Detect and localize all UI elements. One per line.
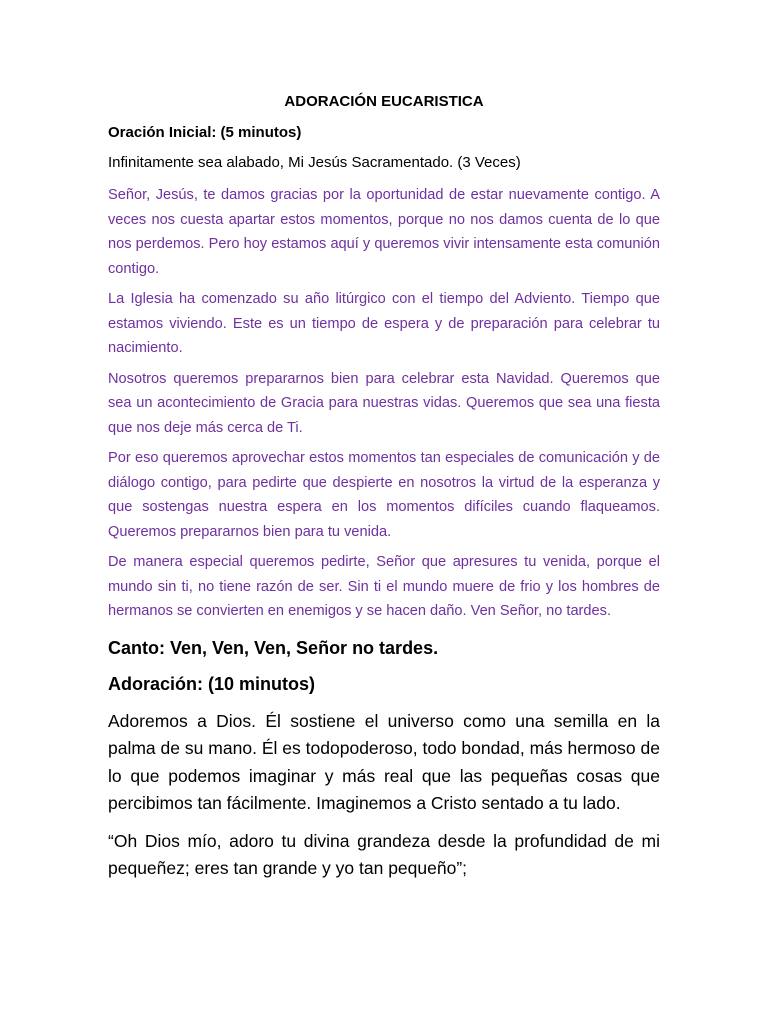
adoration-paragraph: Adoremos a Dios. Él sostiene el universo como una semilla en la palma de su mano. Él es todopoderoso, todo bondad, más hermoso de lo que podemos imaginar y más real que las pequeñas cosas que percibimos tan fácilmente. Imaginemos a Cristo sentado a tu lado.: [108, 710, 660, 813]
adoration-paragraph: “Oh Dios mío, adoro tu divina grandeza desde la profundidad de mi pequeñez; eres tan grande y yo tan pequeño”;: [108, 830, 660, 878]
invocation-line: Infinitamente sea alabado, Mi Jesús Sacramentado. (3 Veces): [108, 154, 521, 171]
prayer-paragraph: La Iglesia ha comenzado su año litúrgico con el tiempo del Adviento. Tiempo que estamos viviendo. Este es un tiempo de espera y de preparación para celebrar tu nacimiento.: [108, 291, 660, 356]
prayer-paragraph: De manera especial queremos pedirte, Señor que apresures tu venida, porque el mundo sin ti, no tiene razón de ser. Sin ti el mundo muere de frio y los hombres de hermanos se convierten en enemigos y se hacen daño. Ven Señor, no tardes.: [108, 554, 660, 619]
prayer-paragraph: Señor, Jesús, te damos gracias por la oportunidad de estar nuevamente contigo. A veces nos cuesta apartar estos momentos, porque no nos damos cuenta de lo que nos perdemos. Pero hoy estamos aquí y queremos vivir intensamente esta comunión contigo.: [108, 187, 660, 277]
canto-heading: Canto: Ven, Ven, Ven, Señor no tardes.: [108, 637, 439, 658]
section-heading-adoration: Adoración: (10 minutos): [108, 673, 316, 694]
document-page: [108, 88, 660, 893]
document-title: ADORACIÓN EUCARISTICA: [284, 93, 484, 110]
prayer-paragraph: Por eso queremos aprovechar estos momentos tan especiales de comunicación y de diálogo contigo, para pedirte que despierte en nosotros la virtud de la esperanza y que sostengas nuestra espera en los momentos difíciles cuando flaqueamos. Queremos prepararnos bien para tu venida.: [108, 450, 660, 540]
section-heading-initial-prayer: Oración Inicial: (5 minutos): [108, 124, 302, 141]
prayer-paragraph: Nosotros queremos prepararnos bien para celebrar esta Navidad. Queremos que sea un acontecimiento de Gracia para nuestras vidas. Queremos que sea una fiesta que nos deje más cerca de Ti.: [108, 370, 660, 436]
